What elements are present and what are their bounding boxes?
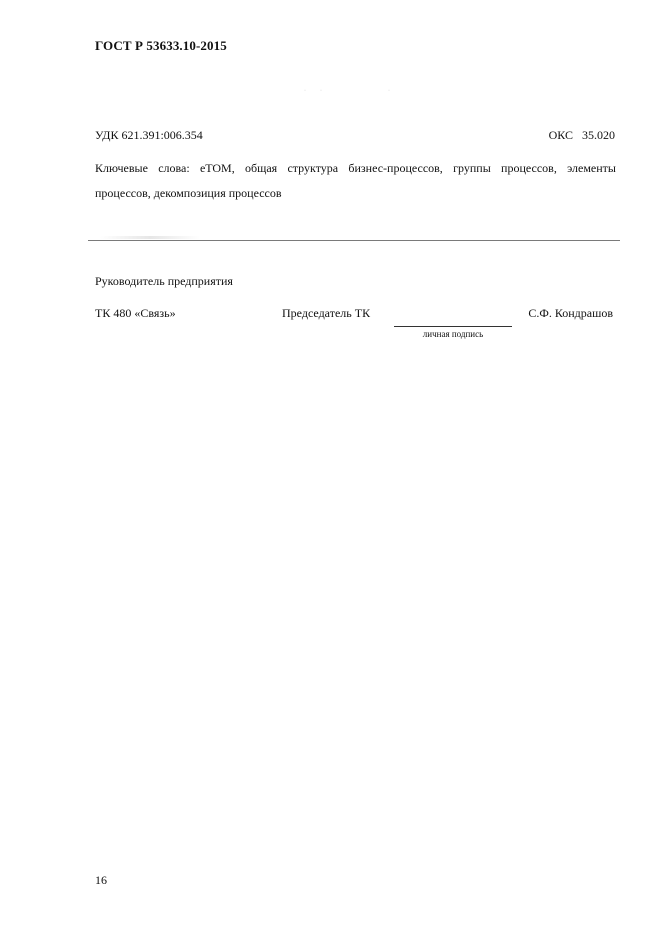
section-divider [88,240,620,241]
scan-artifact: · [304,88,306,94]
signature-line [394,326,512,327]
signer-name: С.Ф. Кондрашов [528,306,613,320]
scan-artifact: · [388,88,390,94]
oks-code: ОКС 35.020 [548,128,615,142]
scan-artifact: · [320,88,322,94]
head-of-organization-label: Руководитель предприятия [95,274,233,288]
udk-code: УДК 621.391:006.354 [95,128,203,142]
keywords-paragraph: Ключевые слова: eTOM, общая структура бизнес-процессов, группы процессов, элементы процессов, декомпозиция процессов [95,161,616,200]
signature-caption: личная подпись [422,329,484,339]
divider-shadow [100,236,200,239]
committee-name: ТК 480 «Связь» [95,306,176,320]
standard-code: ГОСТ Р 53633.10-2015 [95,38,227,53]
chairman-label: Председатель ТК [282,306,371,320]
page-number: 16 [95,873,107,887]
